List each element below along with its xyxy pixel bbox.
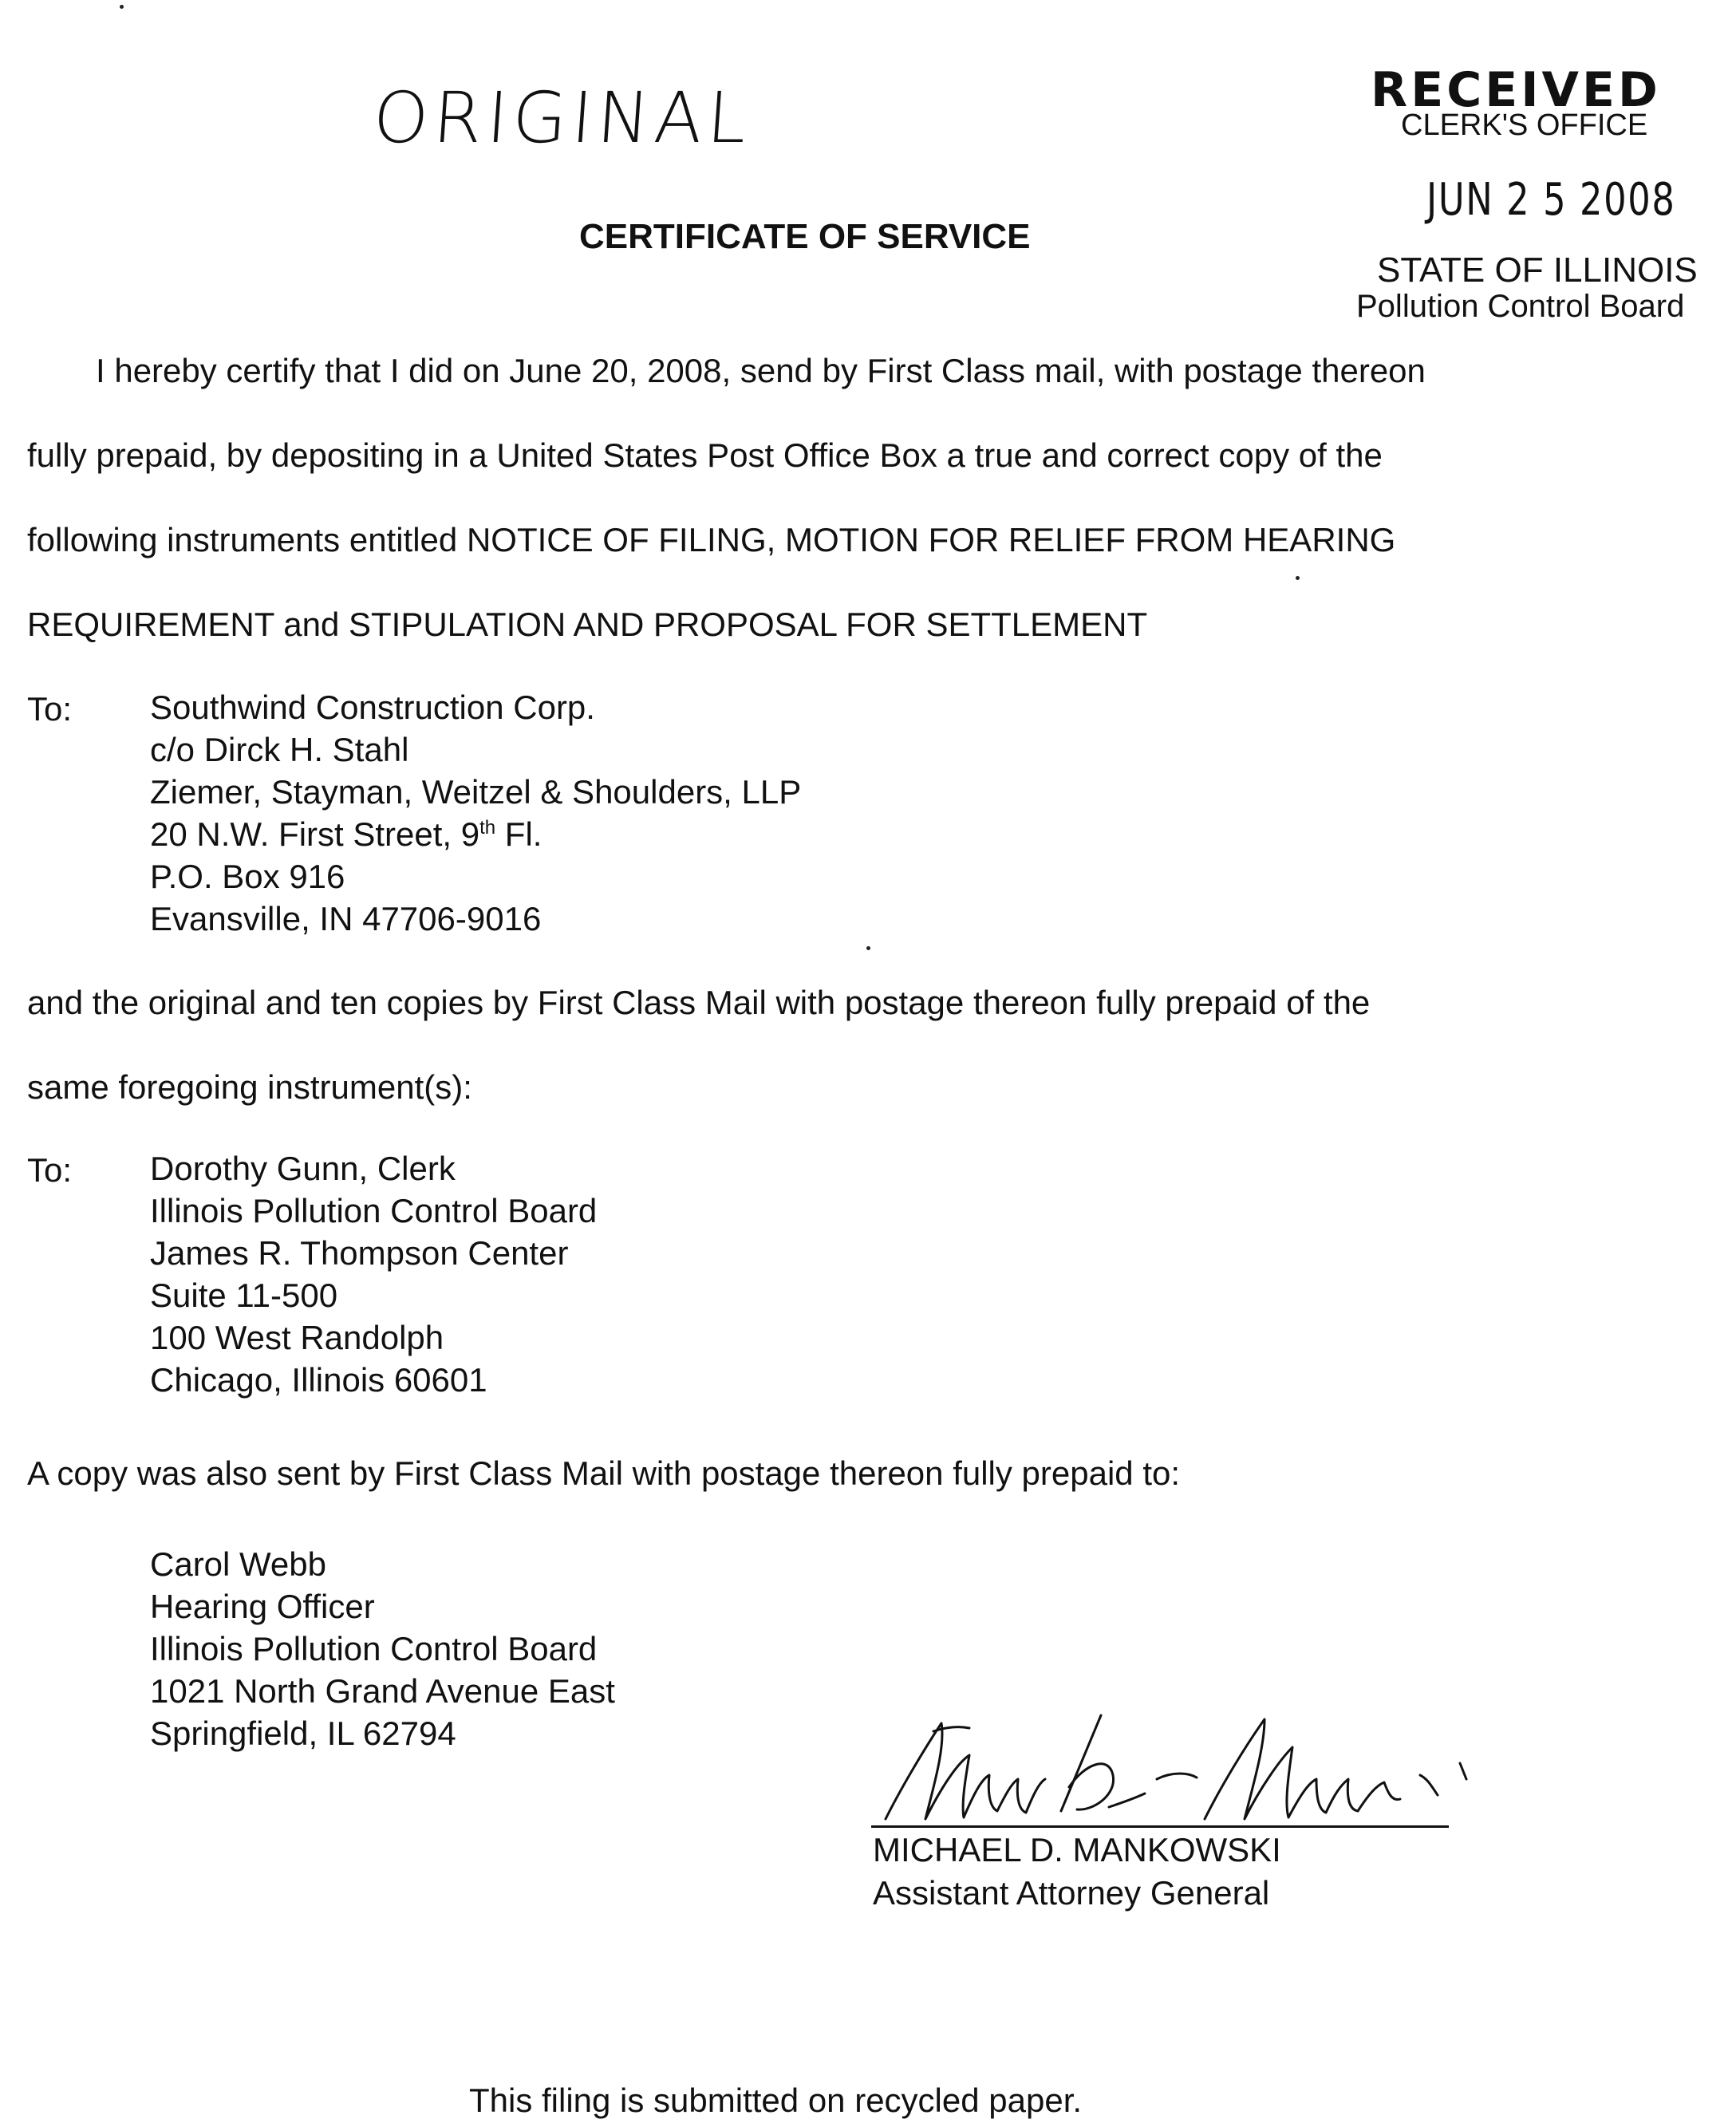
street-floor: Fl. (495, 815, 542, 853)
ordinal-suffix: th (479, 817, 496, 839)
recipient-address-3 (150, 1543, 615, 1754)
document-title: CERTIFICATE OF SERVICE (579, 217, 1031, 256)
original-stamp: ORIGINAL (370, 77, 755, 159)
originals-line-2: same foregoing instrument(s): (27, 1068, 472, 1106)
street-text: 20 N.W. First Street, 9 (150, 815, 480, 853)
signature-line (871, 1825, 1449, 1828)
copy-note: A copy was also sent by First Class Mail with postage thereon fully prepaid to: (27, 1454, 1181, 1492)
address-line: 100 West Randolph (150, 1319, 444, 1356)
certification-line-3: following instruments entitled NOTICE OF FILING, MOTION FOR RELIEF FROM HEARING (27, 521, 1396, 558)
clerks-office-stamp: CLERK'S OFFICE (1401, 109, 1648, 142)
received-date-stamp: JUN 2 5 2008 (1426, 174, 1676, 226)
address-line: Ziemer, Stayman, Weitzel & Shoulders, LLP (150, 773, 802, 811)
signatory-title: Assistant Attorney General (873, 1874, 1270, 1912)
to-label-2: To: (27, 1151, 73, 1189)
scan-speck (1296, 576, 1300, 580)
address-line: Chicago, Illinois 60601 (150, 1361, 487, 1399)
address-line: Suite 11-500 (150, 1277, 338, 1314)
address-line (150, 813, 801, 855)
originals-line-1: and the original and ten copies by First Class Mail with postage thereon fully prepaid of the (27, 984, 1371, 1021)
footer-note: This filing is submitted on recycled paper. (469, 2082, 1083, 2119)
address-line: c/o Dirck H. Stahl (150, 731, 409, 768)
address-line: Hearing Officer (150, 1588, 375, 1625)
certification-line-4: REQUIREMENT and STIPULATION AND PROPOSAL FOR SETTLEMENT (27, 606, 1148, 643)
recipient-address-1 (150, 686, 801, 940)
address-line: P.O. Box 916 (150, 858, 345, 895)
signature-image (870, 1699, 1476, 1835)
address-line: 1021 North Grand Avenue East (150, 1672, 615, 1710)
address-line: James R. Thompson Center (150, 1234, 569, 1272)
board-stamp: Pollution Control Board (1356, 289, 1685, 324)
scan-speck (866, 946, 870, 950)
address-line: Illinois Pollution Control Board (150, 1630, 598, 1667)
received-stamp: RECEIVED (1371, 62, 1661, 118)
address-line: Dorothy Gunn, Clerk (150, 1150, 456, 1187)
state-stamp: STATE OF ILLINOIS (1377, 251, 1698, 290)
address-line: Springfield, IL 62794 (150, 1715, 456, 1752)
signatory-name: MICHAEL D. MANKOWSKI (873, 1831, 1281, 1868)
address-line: Evansville, IN 47706-9016 (150, 900, 542, 937)
certification-line-2: fully prepaid, by depositing in a United States Post Office Box a true and correct copy of the (27, 436, 1383, 474)
scan-speck (120, 5, 124, 9)
to-label-1: To: (27, 690, 73, 728)
recipient-address-2 (150, 1147, 597, 1401)
address-line: Carol Webb (150, 1545, 326, 1583)
address-line: Illinois Pollution Control Board (150, 1192, 598, 1229)
address-line: Southwind Construction Corp. (150, 689, 595, 726)
certification-line-1: I hereby certify that I did on June 20, 2008, send by First Class mail, with postage thereon (96, 352, 1426, 389)
